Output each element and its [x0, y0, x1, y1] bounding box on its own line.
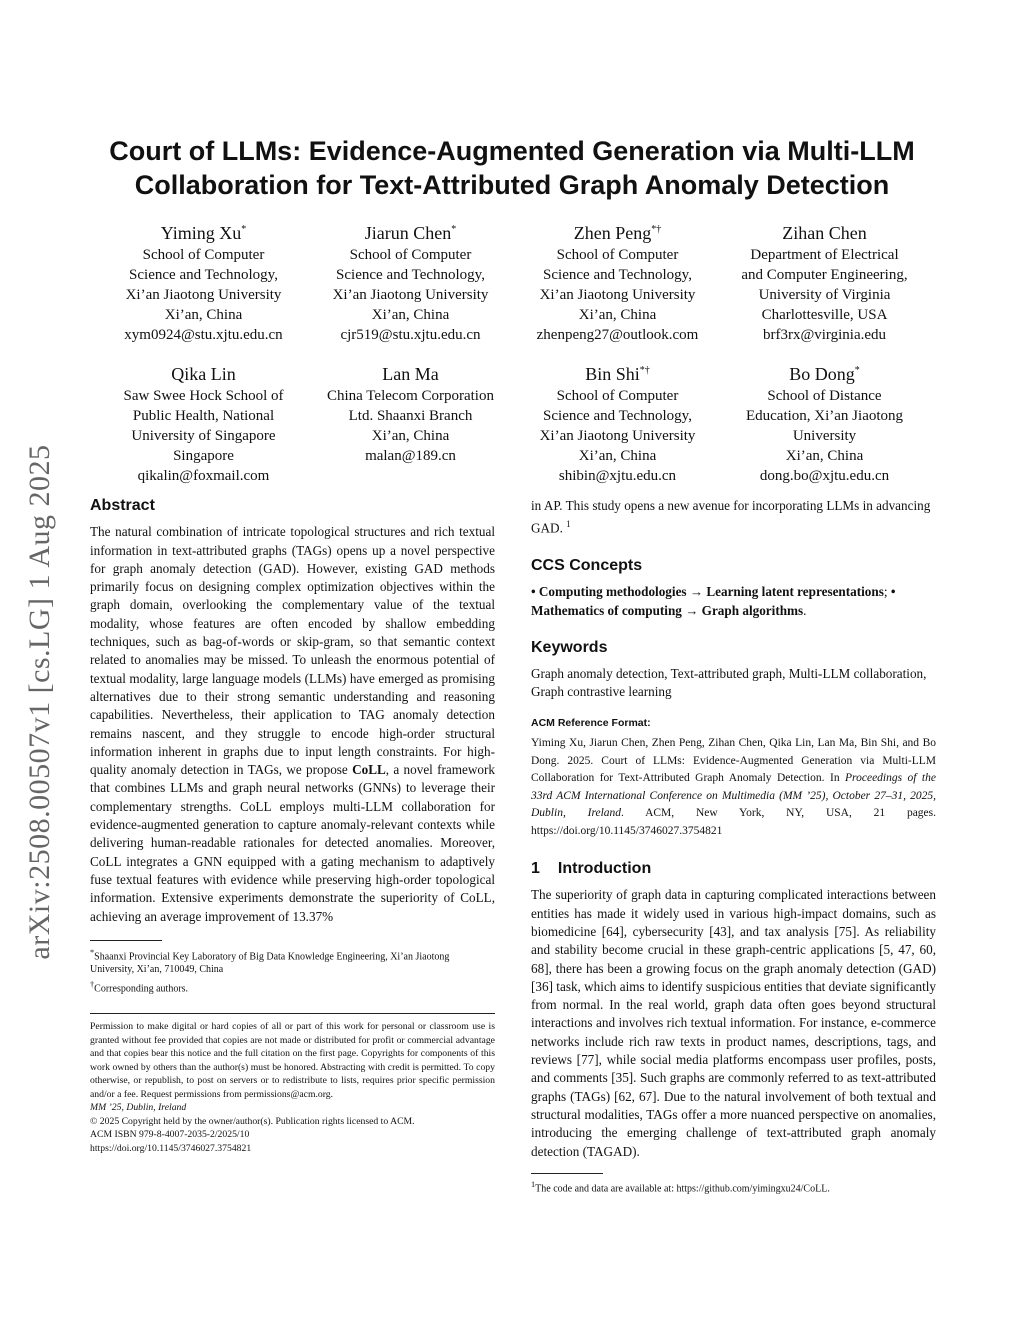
title-line-2: Collaboration for Text-Attributed Graph Anomaly Detection	[134, 170, 890, 200]
author-line: Xi’an Jiaotong University	[332, 287, 489, 303]
author-name: Bo Dong	[789, 364, 855, 384]
author-name: Lan Ma	[382, 364, 439, 384]
author-line: University of Singapore	[131, 428, 276, 444]
coll-name: CoLL	[352, 762, 386, 778]
author-line: School of Computer	[556, 247, 679, 263]
introduction-heading	[531, 860, 936, 878]
author-line: Science and Technology,	[336, 267, 485, 283]
author-card	[721, 359, 928, 486]
author-card	[307, 218, 514, 345]
author-line: School of Computer	[556, 388, 679, 404]
author-line: Xi’an, China	[578, 448, 657, 464]
ccs-heading: CCS Concepts	[531, 556, 643, 574]
introduction-text: The superiority of graph data in capturing complicated interactions between entities has made it widely used in various high-impact domains, such as biomedicine [64], cybersecurity [43], and tax analysis [75]. As reliability and stability become crucial in these graph-centric applications [5, 47, 60, 68], there has been a growing focus on the graph anomaly detection (GAD) [36] task, which aims to identify suspicious entities that deviate significantly from normal. In the real world, graph data often goes beyond structural interactions and involves rich textual information. For instance, e-commerce networks include rich raw texts in product names, descriptions, tags, and reviews [77], while social media platforms encompass user profiles, posts, and comments [35]. Such graphs are commonly referred to as text-attributed graphs (TAGs) [62, 67]. Due to the natural involvement of both textual and structural modalities, TAGs offer a more nuanced perspective on anomalies, introducing the emerging challenge of text-attributed graph anomaly detection (TAGAD).	[531, 887, 936, 1159]
permission-block	[90, 1013, 495, 1155]
author-email: zhenpeng27@outlook.com	[536, 327, 699, 343]
acm-reference	[531, 714, 936, 840]
abstract-text	[90, 523, 495, 926]
author-card	[100, 359, 307, 486]
author-card	[514, 359, 721, 486]
author-line: Public Health, National	[132, 408, 275, 424]
author-block	[100, 218, 930, 345]
author-line: Science and Technology,	[543, 267, 692, 283]
abstract-text-part-2: , a novel framework that combines LLMs and graph neural networks (GNNs) to leverage their complementary strengths. CoLL employs multi-LLM collaboration for evidence-augmented generation to capture anomaly-relevant contexts while delivering human-readable rationales for detected anomalies. Moreover, CoLL integrates a GNN equipped with a gating mechanism to adaptively fuse textual features with evidence while preserving high-order topological information. Extensive experiments demonstrate the superiority of CoLL, achieving an average improvement of 13.37%	[90, 762, 495, 924]
corresponding-footnote: †Corresponding authors.	[90, 980, 189, 995]
doi-line: https://doi.org/10.1145/3746027.3754821	[90, 1142, 252, 1154]
author-mark: *	[854, 365, 860, 376]
right-column	[531, 497, 936, 1195]
title-line-1: Court of LLMs: Evidence-Augmented Generation via Multi-LLM	[109, 136, 915, 166]
code-footnote-mark: 1	[566, 519, 571, 530]
author-email: shibin@xjtu.edu.cn	[558, 468, 677, 484]
author-line: Department of Electrical	[750, 247, 899, 263]
section-title: Introduction	[557, 860, 652, 878]
author-line: Xi’an, China	[785, 448, 864, 464]
keywords-heading: Keywords	[531, 638, 608, 656]
author-name: Bin Shi	[585, 364, 640, 384]
author-line: and Computer Engineering,	[741, 267, 908, 283]
acm-reference-text: Yiming Xu, Jiarun Chen, Zhen Peng, Zihan Chen, Qika Lin, Lan Ma, Bin Shi, and Bo Dong. 2025. Court of LLMs: Evidence-Augmented Generation via Multi-LLM Collaboration for Text-Attributed Graph Anomaly Detection. In Proceedings of the 33rd ACM International Conference on Multimedia (MM ’25), October 27–31, 2025, Dublin, Ireland. ACM, New York, NY, USA, 21 pages. https://doi.org/10.1145/3746027.3754821	[531, 737, 937, 837]
affiliation-footnote: *Shaanxi Provincial Key Laboratory of Big Data Knowledge Engineering, Xi’an Jiaotong University, Xi’an, 710049, China	[90, 947, 450, 976]
author-line: University	[792, 428, 857, 444]
author-line: Xi’an, China	[371, 428, 450, 444]
author-line: School of Computer	[142, 247, 265, 263]
author-mark: *	[241, 224, 247, 235]
author-line: Xi’an, China	[371, 307, 450, 323]
author-name: Yiming Xu	[160, 223, 242, 243]
author-email: xym0924@stu.xjtu.edu.cn	[124, 327, 283, 343]
author-row-2	[100, 359, 930, 486]
author-email: dong.bo@xjtu.edu.cn	[759, 468, 890, 484]
arxiv-stamp: arXiv:2508.00507v1 [cs.LG] 1 Aug 2025	[23, 444, 56, 960]
code-footnote: $^1$The code and data are available at: https://github.com/yimingxu24/CoLL.	[531, 1179, 830, 1195]
author-name: Zihan Chen	[782, 223, 867, 243]
section-number: 1	[531, 860, 540, 878]
author-email: cjr519@stu.xjtu.edu.cn	[340, 327, 481, 343]
left-column	[90, 497, 495, 1155]
author-line: Xi’an Jiaotong University	[539, 428, 696, 444]
footnote-rule-right	[531, 1173, 603, 1174]
permission-text: Permission to make digital or hard copies of all or part of this work for personal or classroom use is granted without fee provided that copies are not made or distributed for profit or commercial advantage and that copies bear this notice and the full citation on the first page. Copyrights for components of this work owned by others than the author(s) must be honored. Abstracting with credit is permitted. To copy otherwise, or republish, to post on servers or to redistribute to lists, requires prior specific permission and/or a fee. Request permissions from permissions@acm.org.	[90, 1021, 495, 1100]
author-email: brf3rx@virginia.edu	[762, 327, 887, 343]
author-line: Saw Swee Hock School of	[123, 388, 284, 404]
author-line: School of Distance	[767, 388, 882, 404]
author-line: Xi’an, China	[164, 307, 243, 323]
author-card	[100, 218, 307, 345]
author-line: China Telecom Corporation	[327, 388, 494, 404]
affiliation-mark: *	[90, 947, 95, 957]
author-name: Zhen Peng	[573, 223, 652, 243]
corresponding-mark: †	[90, 980, 95, 990]
author-mark: *	[451, 224, 457, 235]
footnote-rule	[90, 940, 162, 941]
author-card	[307, 359, 514, 486]
author-line: Education, Xi’an Jiaotong	[745, 408, 904, 424]
author-name: Qika Lin	[171, 364, 236, 384]
author-email: malan@189.cn	[365, 448, 456, 464]
author-card	[721, 218, 928, 345]
isbn-line: ACM ISBN 979-8-4007-2035-2/2025/10	[90, 1129, 250, 1141]
abstract-heading: Abstract	[90, 497, 155, 514]
author-line: Ltd. Shaanxi Branch	[348, 408, 473, 424]
author-line: Xi’an Jiaotong University	[539, 287, 696, 303]
author-line: University of Virginia	[758, 287, 891, 303]
author-line: Xi’an, China	[578, 307, 657, 323]
keywords-text: Graph anomaly detection, Text-attributed graph, Multi-LLM collaboration, Graph contrastive learning	[531, 666, 927, 700]
author-card	[514, 218, 721, 345]
author-name: Jiarun Chen	[364, 223, 452, 243]
author-line: Science and Technology,	[543, 408, 692, 424]
author-block-2	[100, 359, 930, 486]
author-line: Xi’an Jiaotong University	[125, 287, 282, 303]
abstract-text-part-1: The natural combination of intricate topological structures and rich textual information in text-attributed graphs (TAGs) opens up a novel perspective for graph anomaly detection (GAD). However, existing GAD methods primarily focus on designing complex optimization objectives within the graph domain, overlooking the complementary value of the textual modality, whose features are often encoded by shallow embedding techniques, such as bag-of-words or skip-gram, so that semantic context related to anomalies may be missed. To unleash the enormous potential of textual modality, large language models (LLMs) have emerged as promising alternatives due to their strong semantic understanding and reasoning capabilities. Nevertheless, their application to TAG anomaly detection remains nascent, and they struggle to encode high-order structural information inherent in graphs due to input length constraints. For high-quality anomaly detection in TAGs, we propose	[90, 524, 495, 778]
author-line: Charlottesville, USA	[761, 307, 888, 323]
ccs-concepts: • Computing methodologies → Learning latent representations; • Mathematics of computing → Graph algorithms.	[531, 584, 896, 618]
author-mark: *†	[651, 224, 662, 235]
author-row-1	[100, 218, 930, 345]
author-line: Singapore	[173, 448, 234, 464]
author-email: qikalin@foxmail.com	[137, 468, 270, 484]
paper-title	[60, 134, 964, 202]
author-mark: *†	[639, 365, 650, 376]
author-line: School of Computer	[349, 247, 472, 263]
copyright-line: © 2025 Copyright held by the owner/author(s). Publication rights licensed to ACM.	[90, 1115, 415, 1127]
author-line: Science and Technology,	[129, 267, 278, 283]
abstract-continuation: in AP. This study opens a new avenue for incorporating LLMs in advancing GAD. $^1$	[531, 498, 931, 536]
venue-line: MM ’25, Dublin, Ireland	[90, 1102, 187, 1114]
acm-reference-heading: ACM Reference Format:	[531, 716, 651, 729]
